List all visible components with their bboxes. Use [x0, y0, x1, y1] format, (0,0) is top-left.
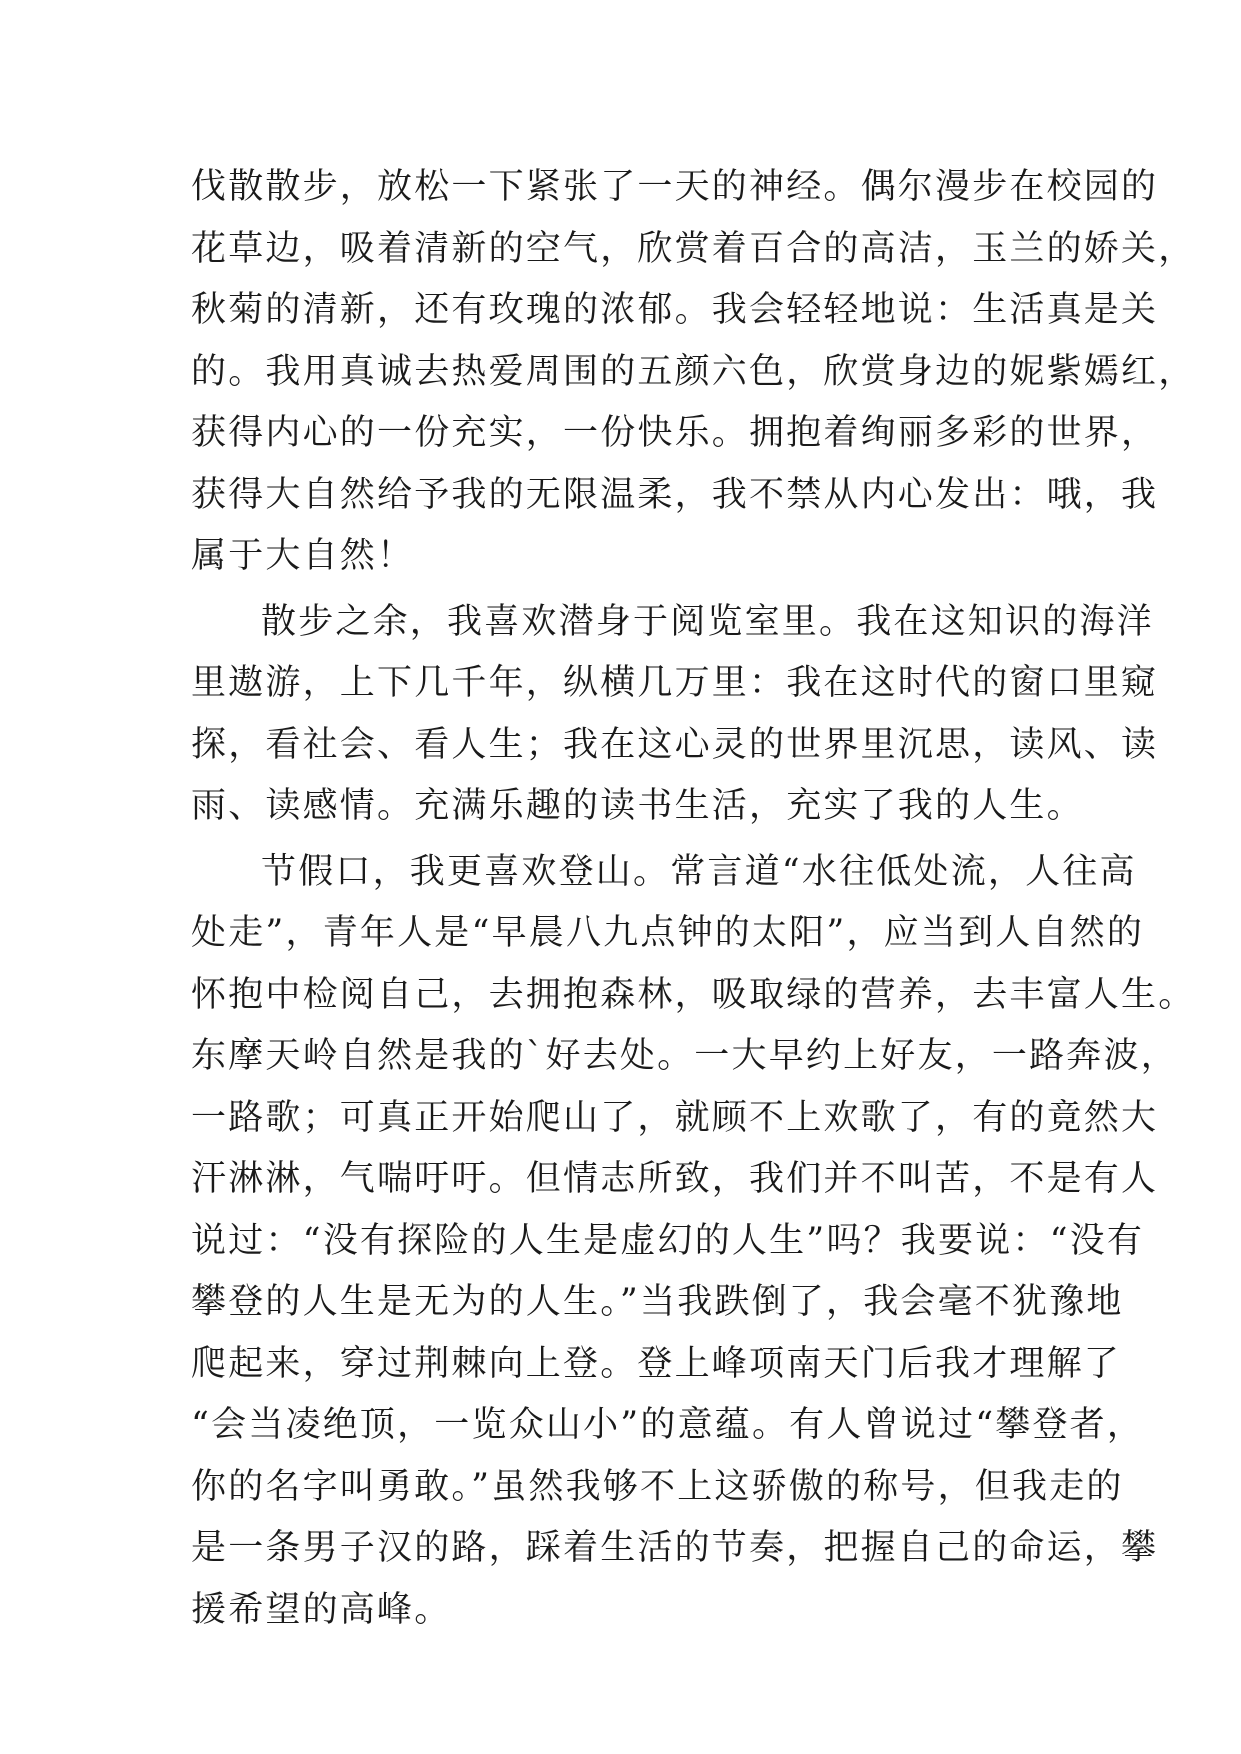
text-line: 里遨游，上下几千年，纵横几万里：我在这时代的窗口里窥 [191, 663, 1159, 703]
text-line: 东摩天岭自然是我的`好去处。一大早约上好友，一路奔波， [191, 1036, 1178, 1076]
text-line: 怀抱中检阅自己，去拥抱森林，吸取绿的营养，去丰富人生。 [191, 974, 1196, 1015]
essay-body [191, 157, 1196, 1641]
text-line: 攀登的人生是无为的人生。”当我跌倒了，我会毫不犹豫地 [191, 1282, 1124, 1322]
text-line: 援希望的高峰。 [191, 1589, 452, 1630]
text-line: 一路歌；可真正开始爬山了，就顾不上欢歌了，有的竟然大 [191, 1097, 1159, 1138]
text-line: 探，看社会、看人生；我在这心灵的世界里沉思，读风、读 [191, 724, 1159, 765]
text-line: 你的名字叫勇敢。”虽然我够不上这骄傲的称号，但我走的 [191, 1466, 1124, 1507]
text-line: 雨、读感情。充满乐趣的读书生活，充实了我的人生。 [191, 786, 1084, 826]
paragraph-1 [191, 157, 1196, 588]
paragraph-3 [191, 842, 1196, 1642]
text-line: 伐散散步，放松一下紧张了一天的神经。偶尔漫步在校园的 [191, 167, 1159, 207]
text-line: 属于大自然！ [191, 536, 415, 576]
text-line: 汗淋淋，气喘吁吁。但情志所致，我们并不叫苦，不是有人 [191, 1159, 1159, 1199]
text-line: “会当凌绝顶，一览众山小”的意蕴。有人曾说过“攀登者， [191, 1405, 1145, 1445]
text-line: 节假口，我更喜欢登山。常言道“水往低处流，人往高 [261, 851, 1137, 892]
text-line: 说过：“没有探险的人生是虚幻的人生”吗？我要说：“没有 [191, 1220, 1145, 1261]
text-line: 散步之余，我喜欢潜身于阅览室里。我在这知识的海洋 [261, 601, 1154, 642]
text-line: 获得大自然给予我的无限温柔，我不禁从内心发出：哦，我 [191, 474, 1159, 515]
text-line: 处走”，青年人是“早晨八九点钟的太阳”，应当到人自然的 [191, 913, 1145, 953]
text-line: 秋菊的清新，还有玫瑰的浓郁。我会轻轻地说：生活真是关 [191, 290, 1159, 330]
text-line: 爬起来，穿过荆棘向上登。登上峰项南天门后我才理解了 [191, 1343, 1122, 1384]
text-line: 是一条男子汉的路，踩着生活的节奏，把握自己的命运，攀 [191, 1528, 1159, 1568]
text-line: 获得内心的一份充实，一份快乐。拥抱着绚丽多彩的世界， [191, 413, 1159, 453]
text-line: 花草边，吸着清新的空气，欣赏着百合的高洁，玉兰的娇关， [191, 228, 1196, 269]
text-line: 的。我用真诚去热爱周围的五颜六色，欣赏身边的妮紫嫣红， [191, 351, 1196, 392]
paragraph-2 [191, 592, 1159, 838]
